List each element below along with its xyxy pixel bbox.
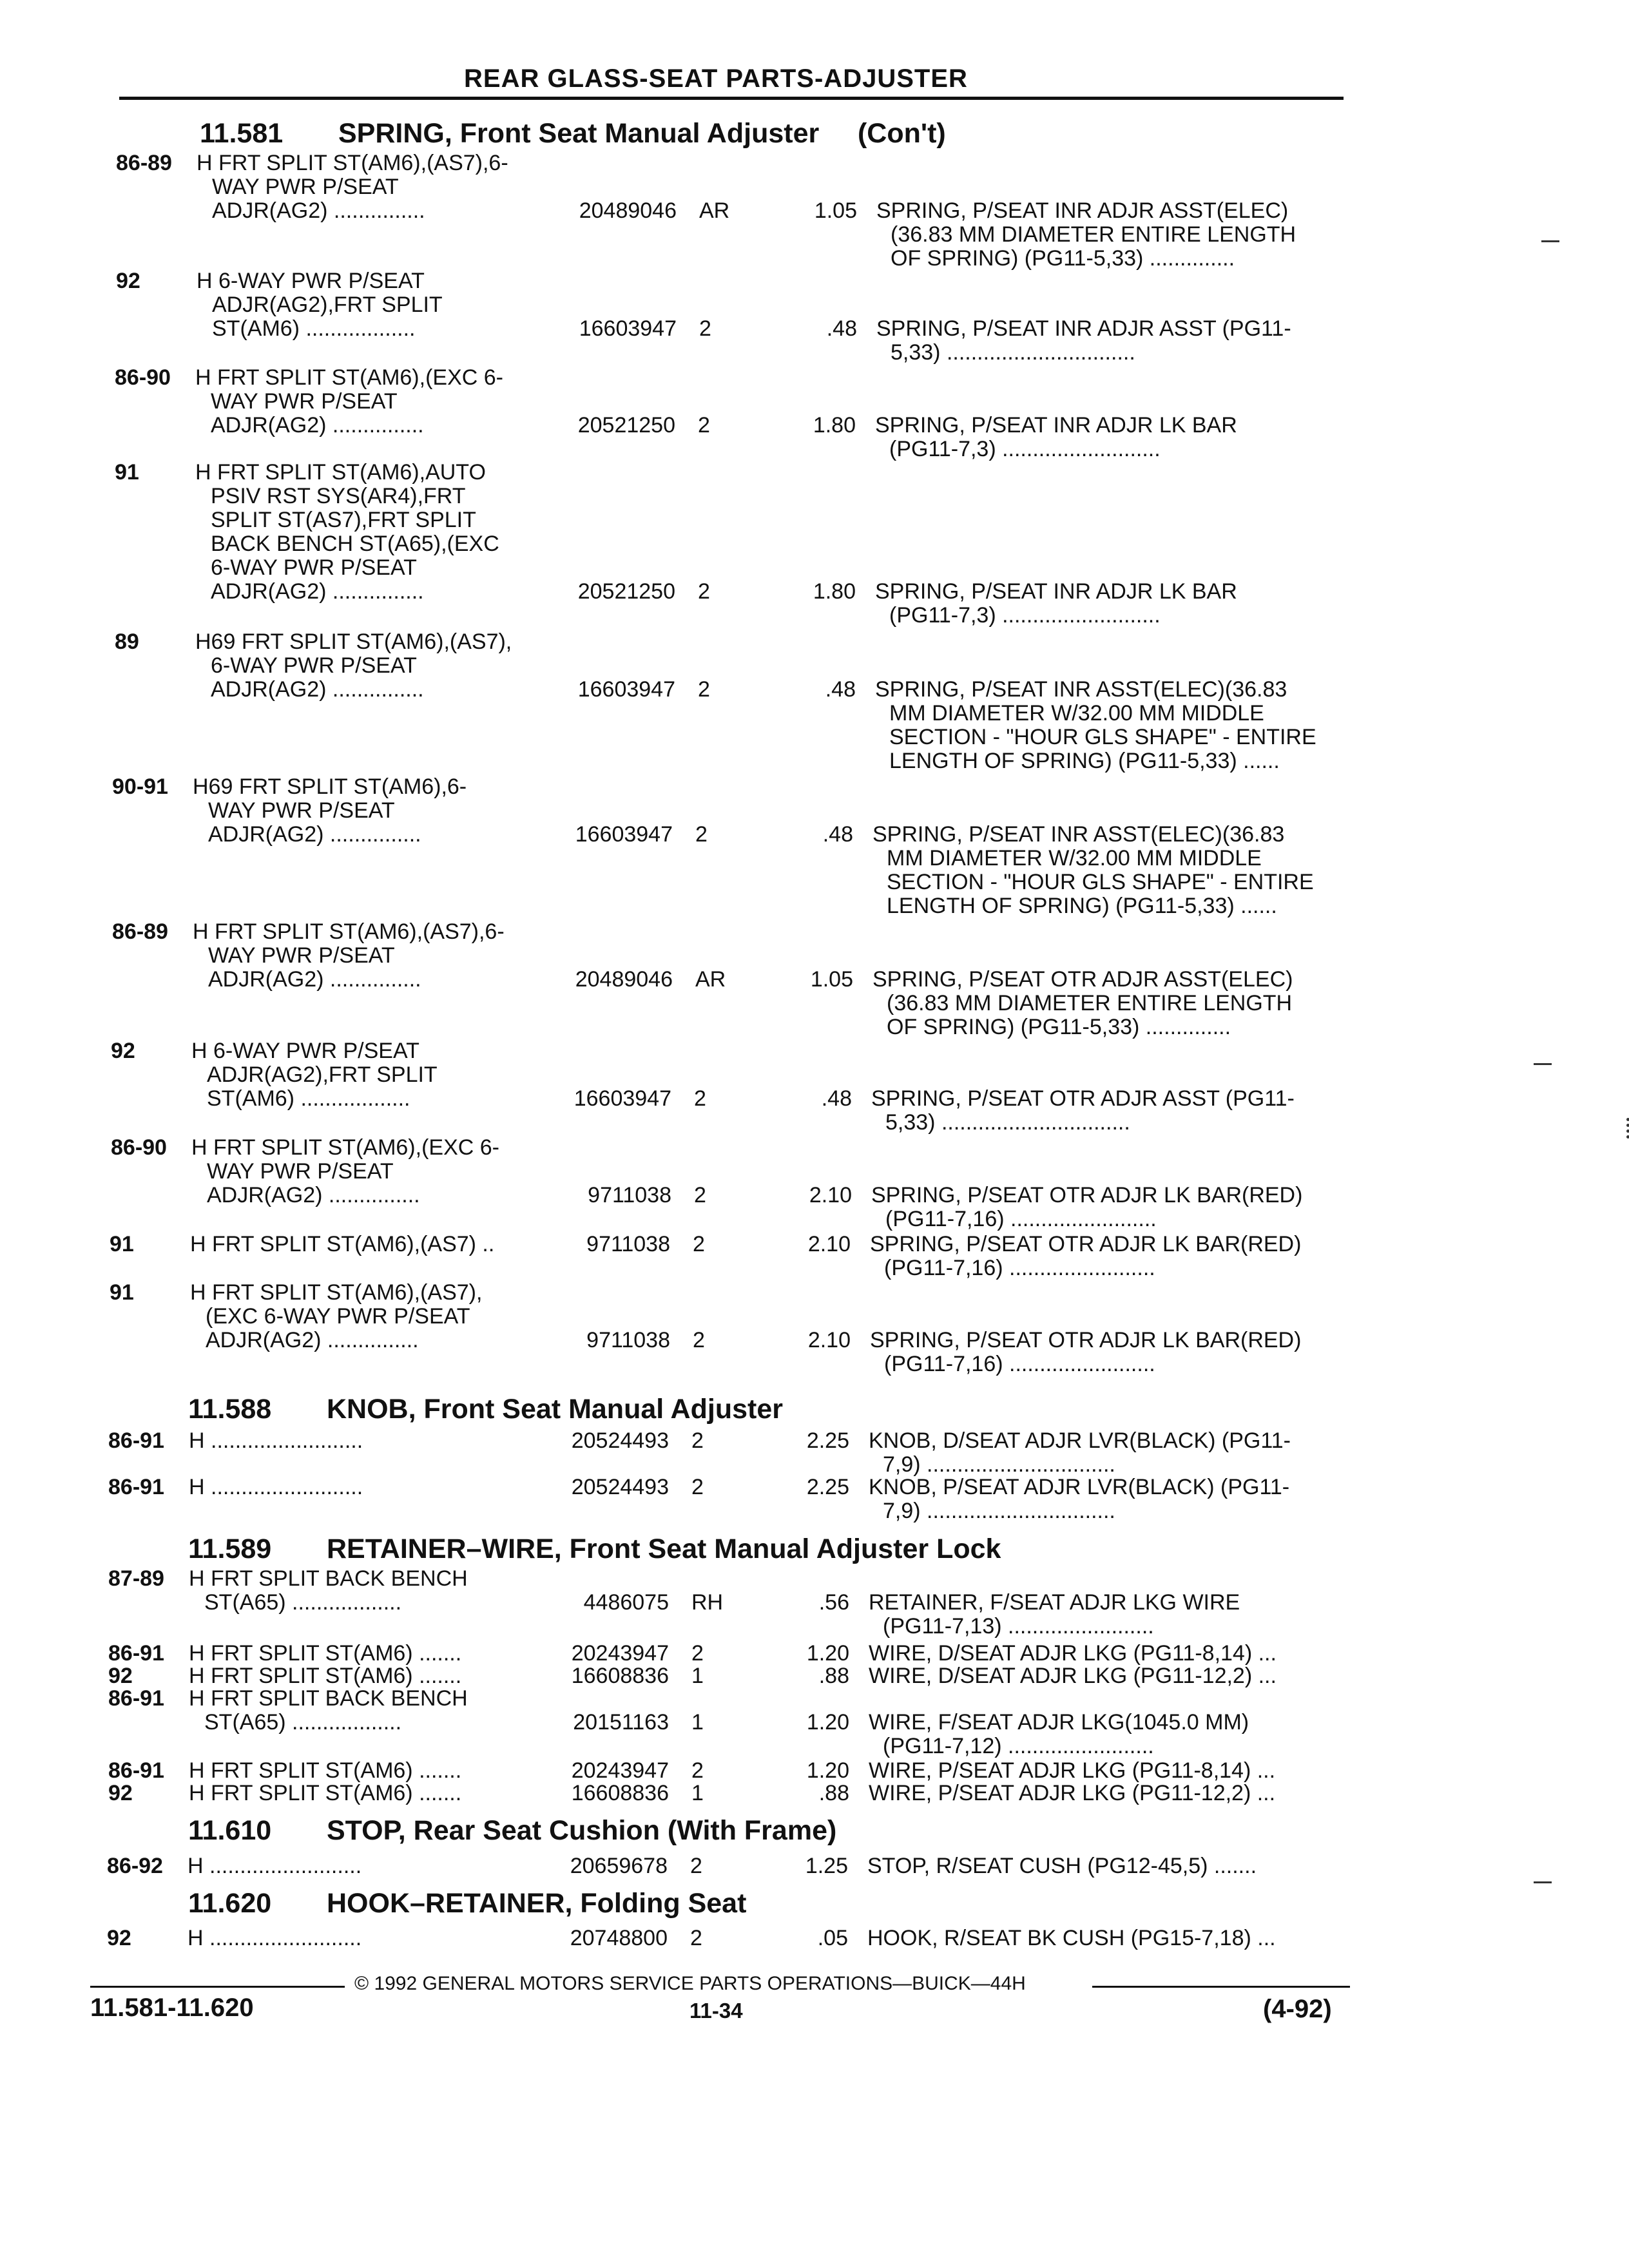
- application-line: H FRT SPLIT BACK BENCH: [189, 1686, 468, 1711]
- quantity: 2: [691, 1758, 704, 1783]
- quantity: 2: [690, 1926, 702, 1950]
- list-price: 1.25: [805, 1854, 848, 1878]
- application-line: ADJR(AG2) ...............: [207, 1183, 420, 1207]
- quantity: 2: [693, 1232, 705, 1256]
- description-line: WIRE, P/SEAT ADJR LKG (PG11-8,14) ...: [869, 1758, 1276, 1783]
- application-line: H FRT SPLIT ST(AM6),(AS7),6-: [193, 919, 505, 944]
- section-number: 11.610: [188, 1815, 272, 1846]
- list-price: 1.20: [806, 1641, 849, 1666]
- part-number: 20243947: [571, 1758, 669, 1783]
- description-line: 5,33) ...............................: [885, 1110, 1130, 1135]
- description-line: SPRING, P/SEAT OTR ADJR ASST(ELEC): [872, 967, 1293, 992]
- description-line: RETAINER, F/SEAT ADJR LKG WIRE: [869, 1590, 1240, 1615]
- application-line: ST(AM6) ..................: [207, 1086, 410, 1111]
- description-line: WIRE, F/SEAT ADJR LKG(1045.0 MM): [869, 1710, 1249, 1735]
- section-title: STOP, Rear Seat Cushion (With Frame): [327, 1815, 837, 1846]
- application-line: H FRT SPLIT ST(AM6) .......: [189, 1664, 462, 1688]
- application-line: ST(A65) ..................: [204, 1590, 402, 1615]
- list-price: .48: [825, 677, 856, 702]
- description-line: SPRING, P/SEAT OTR ADJR LK BAR(RED): [870, 1232, 1302, 1256]
- application-line: H69 FRT SPLIT ST(AM6),6-: [193, 774, 467, 799]
- application-line: H .........................: [189, 1428, 363, 1453]
- application-line: H FRT SPLIT BACK BENCH: [189, 1566, 468, 1591]
- quantity: 2: [694, 1183, 706, 1207]
- application-line: H .........................: [188, 1854, 362, 1878]
- footer-rule-left: [90, 1986, 345, 1988]
- title-rule: [119, 97, 1344, 100]
- model-years: 86-90: [111, 1135, 167, 1160]
- description-line: OF SPRING) (PG11-5,33) ..............: [891, 246, 1235, 271]
- list-price: 2.10: [809, 1183, 852, 1207]
- part-number: 20748800: [570, 1926, 668, 1950]
- application-line: ST(AM6) ..................: [212, 316, 416, 341]
- part-number: 20243947: [571, 1641, 669, 1666]
- margin-mark: [1534, 1881, 1552, 1883]
- model-years: 90-91: [112, 774, 168, 799]
- model-years: 92: [107, 1926, 131, 1950]
- application-line: ST(A65) ..................: [204, 1710, 402, 1735]
- application-line: H FRT SPLIT ST(AM6) .......: [189, 1781, 462, 1805]
- application-line: ADJR(AG2) ...............: [206, 1328, 419, 1352]
- part-number: 16603947: [575, 822, 673, 847]
- part-number: 20521250: [577, 579, 675, 604]
- list-price: .48: [822, 822, 853, 847]
- model-years: 86-89: [112, 919, 168, 944]
- application-line: WAY PWR P/SEAT: [207, 1159, 394, 1184]
- application-line: ADJR(AG2) ...............: [212, 198, 425, 223]
- part-number: 9711038: [586, 1232, 670, 1256]
- model-years: 86-91: [108, 1428, 164, 1453]
- section-number: 11.581: [200, 118, 284, 149]
- quantity: 2: [695, 822, 708, 847]
- list-price: 2.25: [806, 1428, 849, 1453]
- quantity: 1: [691, 1710, 704, 1735]
- description-line: KNOB, P/SEAT ADJR LVR(BLACK) (PG11-: [869, 1475, 1290, 1499]
- application-line: H FRT SPLIT ST(AM6),AUTO: [195, 460, 486, 485]
- list-price: 2.10: [807, 1328, 851, 1352]
- description-line: 5,33) ...............................: [891, 340, 1135, 365]
- quantity: 2: [691, 1475, 704, 1499]
- list-price: 1.05: [810, 967, 853, 992]
- description-line: HOOK, R/SEAT BK CUSH (PG15-7,18) ...: [867, 1926, 1276, 1950]
- model-years: 86-91: [108, 1475, 164, 1499]
- section-title: SPRING, Front Seat Manual Adjuster (Con't): [338, 118, 946, 149]
- application-line: H .........................: [189, 1475, 363, 1499]
- description-line: WIRE, D/SEAT ADJR LKG (PG11-8,14) ...: [869, 1641, 1277, 1666]
- model-years: 91: [110, 1280, 134, 1305]
- section-title: KNOB, Front Seat Manual Adjuster: [327, 1394, 783, 1425]
- quantity: AR: [695, 967, 726, 992]
- description-line: LENGTH OF SPRING) (PG11-5,33) ......: [887, 894, 1277, 918]
- application-line: WAY PWR P/SEAT: [212, 175, 399, 199]
- quantity: 2: [698, 579, 710, 604]
- section-header: [188, 1888, 746, 1919]
- model-years: 86-89: [116, 151, 172, 175]
- footer-section-range: 11.581-11.620: [90, 1994, 254, 2022]
- list-price: 1.05: [814, 198, 857, 223]
- part-number: 9711038: [586, 1328, 670, 1352]
- quantity: 2: [694, 1086, 706, 1111]
- description-line: SPRING, P/SEAT INR ASST(ELEC)(36.83: [872, 822, 1285, 847]
- list-price: 1.20: [806, 1758, 849, 1783]
- application-line: (EXC 6-WAY PWR P/SEAT: [206, 1304, 470, 1329]
- margin-mark: [1534, 1063, 1552, 1065]
- section-title: HOOK–RETAINER, Folding Seat: [327, 1888, 747, 1919]
- model-years: 92: [108, 1781, 133, 1805]
- part-number: 9711038: [588, 1183, 671, 1207]
- application-line: ADJR(AG2) ...............: [211, 579, 424, 604]
- description-line: MM DIAMETER W/32.00 MM MIDDLE: [889, 701, 1264, 726]
- application-line: H .........................: [188, 1926, 362, 1950]
- margin-mark: [1541, 240, 1559, 242]
- part-number: 20524493: [571, 1428, 669, 1453]
- part-number: 4486075: [583, 1590, 669, 1615]
- application-line: H 6-WAY PWR P/SEAT: [191, 1039, 419, 1063]
- description-line: SPRING, P/SEAT OTR ADJR LK BAR(RED): [871, 1183, 1303, 1207]
- footer-date: (4-92): [1263, 1995, 1332, 2023]
- application-line: ADJR(AG2),FRT SPLIT: [207, 1062, 438, 1087]
- part-number: 16608836: [571, 1664, 669, 1688]
- quantity: RH: [691, 1590, 724, 1615]
- quantity: 2: [690, 1854, 702, 1878]
- description-line: STOP, R/SEAT CUSH (PG12-45,5) .......: [867, 1854, 1257, 1878]
- description-line: (36.83 MM DIAMETER ENTIRE LENGTH: [891, 222, 1296, 247]
- description-line: WIRE, D/SEAT ADJR LKG (PG11-12,2) ...: [869, 1664, 1277, 1688]
- description-line: (PG11-7,12) ........................: [883, 1734, 1154, 1758]
- description-line: (36.83 MM DIAMETER ENTIRE LENGTH: [887, 991, 1293, 1015]
- list-price: 2.10: [807, 1232, 851, 1256]
- model-years: 86-91: [108, 1758, 164, 1783]
- model-years: 92: [116, 269, 140, 293]
- quantity: 1: [691, 1664, 704, 1688]
- description-line: LENGTH OF SPRING) (PG11-5,33) ......: [889, 749, 1280, 773]
- model-years: 86-91: [108, 1686, 164, 1711]
- description-line: (PG11-7,13) ........................: [883, 1614, 1154, 1639]
- list-price: 1.20: [806, 1710, 849, 1735]
- list-price: .88: [818, 1664, 849, 1688]
- application-line: WAY PWR P/SEAT: [208, 943, 395, 968]
- part-number: 16603947: [579, 316, 677, 341]
- description-line: (PG11-7,16) ........................: [884, 1352, 1155, 1376]
- application-line: 6-WAY PWR P/SEAT: [211, 653, 417, 678]
- application-line: H FRT SPLIT ST(AM6) .......: [189, 1758, 462, 1783]
- footer-rule-right: [1092, 1986, 1350, 1988]
- section-header: [200, 118, 946, 149]
- description-line: SPRING, P/SEAT INR ADJR ASST (PG11-: [876, 316, 1291, 341]
- model-years: 89: [115, 629, 139, 654]
- description-line: 7,9) ...............................: [883, 1452, 1115, 1477]
- model-years: 91: [110, 1232, 134, 1256]
- application-line: PSIV RST SYS(AR4),FRT: [211, 484, 466, 508]
- application-line: H 6-WAY PWR P/SEAT: [197, 269, 425, 293]
- application-line: WAY PWR P/SEAT: [208, 798, 395, 823]
- footer-copyright: © 1992 GENERAL MOTORS SERVICE PARTS OPERATIONS—BUICK—44H: [354, 1973, 1026, 1994]
- list-price: 2.25: [806, 1475, 849, 1499]
- model-years: 86-91: [108, 1641, 164, 1666]
- section-number: 11.588: [188, 1394, 272, 1425]
- application-line: WAY PWR P/SEAT: [211, 389, 398, 414]
- list-price: 1.80: [813, 579, 856, 604]
- part-number: 20521250: [577, 413, 675, 437]
- description-line: SPRING, P/SEAT INR ADJR LK BAR: [875, 579, 1237, 604]
- application-line: H FRT SPLIT ST(AM6),(EXC 6-: [191, 1135, 499, 1160]
- part-number: 20524493: [571, 1475, 669, 1499]
- description-line: SPRING, P/SEAT INR ADJR ASST(ELEC): [876, 198, 1289, 223]
- part-number: 16603947: [574, 1086, 671, 1111]
- list-price: 1.80: [813, 413, 856, 437]
- application-line: ADJR(AG2),FRT SPLIT: [212, 293, 443, 317]
- application-line: ADJR(AG2) ...............: [211, 677, 424, 702]
- description-line: MM DIAMETER W/32.00 MM MIDDLE: [887, 846, 1262, 870]
- description-line: SPRING, P/SEAT OTR ADJR LK BAR(RED): [870, 1328, 1302, 1352]
- description-line: SPRING, P/SEAT OTR ADJR ASST (PG11-: [871, 1086, 1295, 1111]
- part-number: 20489046: [575, 967, 673, 992]
- application-line: H69 FRT SPLIT ST(AM6),(AS7),: [195, 629, 512, 654]
- part-number: 16608836: [571, 1781, 669, 1805]
- model-years: 92: [111, 1039, 135, 1063]
- margin-dots: [1626, 1118, 1629, 1139]
- list-price: .48: [826, 316, 857, 341]
- application-line: ADJR(AG2) ...............: [208, 822, 421, 847]
- description-line: (PG11-7,16) ........................: [885, 1207, 1157, 1231]
- application-line: 6-WAY PWR P/SEAT: [211, 555, 417, 580]
- list-price: .48: [821, 1086, 852, 1111]
- application-line: H FRT SPLIT ST(AM6),(AS7),: [190, 1280, 483, 1305]
- section-number: 11.589: [188, 1533, 272, 1564]
- description-line: (PG11-7,3) ..........................: [889, 437, 1161, 461]
- application-line: H FRT SPLIT ST(AM6),(AS7),6-: [197, 151, 508, 175]
- model-years: 86-92: [107, 1854, 163, 1878]
- part-number: 20151163: [573, 1710, 669, 1735]
- description-line: OF SPRING) (PG11-5,33) ..............: [887, 1015, 1231, 1039]
- model-years: 86-90: [115, 365, 171, 390]
- application-line: ADJR(AG2) ...............: [208, 967, 421, 992]
- quantity: 1: [691, 1781, 704, 1805]
- part-number: 20659678: [570, 1854, 668, 1878]
- list-price: .56: [818, 1590, 849, 1615]
- section-header: [188, 1394, 783, 1425]
- description-line: KNOB, D/SEAT ADJR LVR(BLACK) (PG11-: [869, 1428, 1291, 1453]
- page-title: REAR GLASS-SEAT PARTS-ADJUSTER: [464, 64, 968, 93]
- quantity: 2: [698, 677, 710, 702]
- list-price: .05: [817, 1926, 848, 1950]
- section-header: [188, 1815, 836, 1847]
- part-number: 16603947: [577, 677, 675, 702]
- quantity: 2: [691, 1641, 704, 1666]
- description-line: SPRING, P/SEAT INR ADJR LK BAR: [875, 413, 1237, 437]
- model-years: 91: [115, 460, 139, 485]
- quantity: AR: [699, 198, 730, 223]
- application-line: H FRT SPLIT ST(AM6),(AS7) ..: [190, 1232, 495, 1256]
- description-line: SECTION - "HOUR GLS SHAPE" - ENTIRE: [889, 725, 1316, 749]
- description-line: (PG11-7,16) ........................: [884, 1256, 1155, 1280]
- quantity: 2: [699, 316, 711, 341]
- section-title: RETAINER–WIRE, Front Seat Manual Adjuster Lock: [327, 1533, 1001, 1564]
- description-line: SECTION - "HOUR GLS SHAPE" - ENTIRE: [887, 870, 1314, 894]
- application-line: H FRT SPLIT ST(AM6) .......: [189, 1641, 462, 1666]
- application-line: ADJR(AG2) ...............: [211, 413, 424, 437]
- application-line: SPLIT ST(AS7),FRT SPLIT: [211, 508, 476, 532]
- part-number: 20489046: [579, 198, 677, 223]
- quantity: 2: [693, 1328, 705, 1352]
- application-line: BACK BENCH ST(A65),(EXC: [211, 532, 499, 556]
- quantity: 2: [691, 1428, 704, 1453]
- model-years: 87-89: [108, 1566, 164, 1591]
- description-line: 7,9) ...............................: [883, 1499, 1115, 1523]
- footer-page-number: 11-34: [689, 1999, 743, 2023]
- quantity: 2: [698, 413, 710, 437]
- description-line: (PG11-7,3) ..........................: [889, 603, 1161, 628]
- description-line: WIRE, P/SEAT ADJR LKG (PG11-12,2) ...: [869, 1781, 1276, 1805]
- application-line: H FRT SPLIT ST(AM6),(EXC 6-: [195, 365, 503, 390]
- list-price: .88: [818, 1781, 849, 1805]
- model-years: 92: [108, 1664, 133, 1688]
- section-number: 11.620: [188, 1888, 272, 1919]
- section-header: [188, 1533, 1001, 1565]
- description-line: SPRING, P/SEAT INR ASST(ELEC)(36.83: [875, 677, 1287, 702]
